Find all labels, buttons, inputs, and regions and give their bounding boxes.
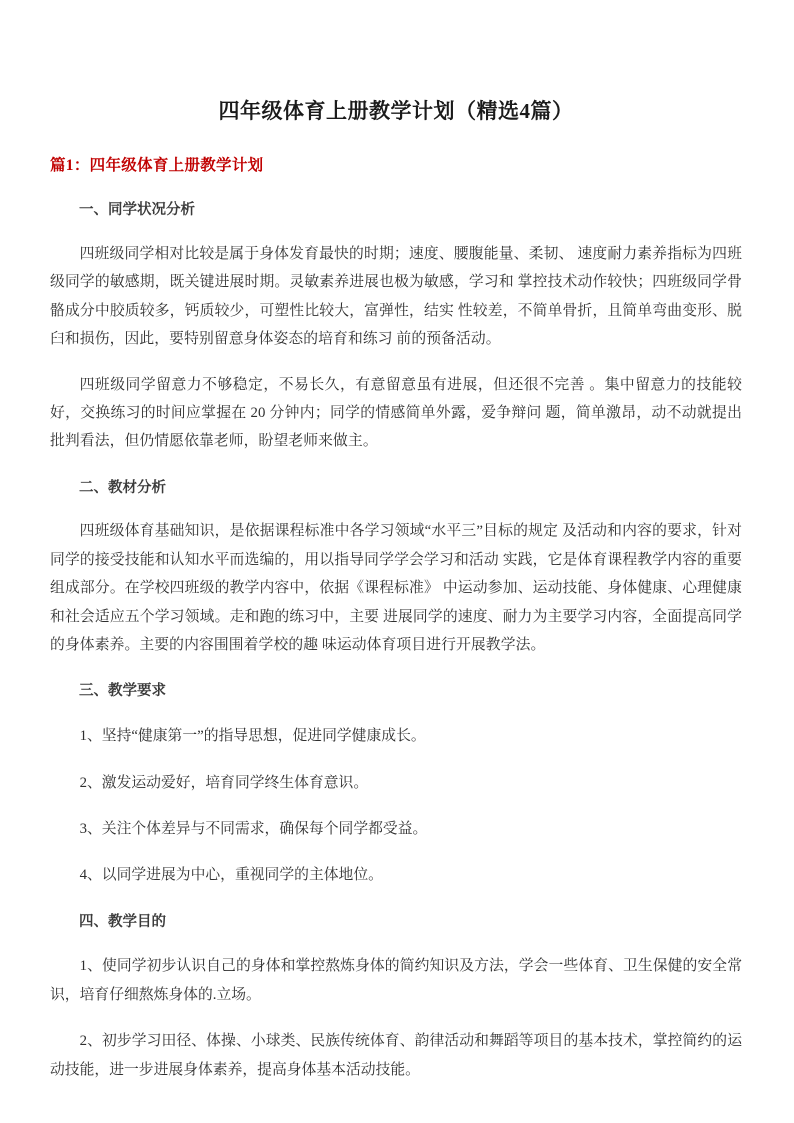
paragraph: 四班级同学相对比较是属于身体发育最快的时期；速度、腰腹能量、柔韧、 速度耐力素养指标为四班级同学的敏感期，既关键进展时期。灵敏素养进展也极为敏感，学习和 掌控技术动作较快；四班级同学骨骼成分中胶质较多，钙质较少，可塑性比较大，富弹性，结实 性较差，不简单骨折，且简单弯曲变形、脱臼和损伤，因此，要特别留意身体姿态的培育和练习 前的预备活动。	[50, 245, 742, 348]
list-item: 1、使同学初步认识自己的身体和掌控熬炼身体的简约知识及方法，学会一些体育、卫生保健的安全常识，培育仔细熬炼身体的.立场。	[50, 958, 742, 1003]
subsection-heading-2: 二、教材分析	[79, 479, 166, 496]
list-item: 1、坚持“健康第一”的指导思想，促进同学健康成长。	[79, 728, 426, 745]
paragraph: 四班级体育基础知识，是依据课程标准中各学习领域“水平三”目标的规定 及活动和内容的要求，针对同学的接受技能和认知水平而选编的，用以指导同学学会学习和活动 实践，它是体育课程教学内容的重要组成部分。在学校四班级的教学内容中，依据《课程标准》 中运动参加、运动技能、身体健康、心理健康和社会适应五个学习领域。走和跑的练习中，主要 进展同学的速度、耐力为主要学习内容，全面提高同学的身体素养。主要的内容围围着学校的趣 味运动体育项目进行开展教学法。	[50, 523, 742, 654]
list-item: 2、初步学习田径、体操、小球类、民族传统体育、韵律活动和舞蹈等项目的基本技术，掌控简约的运动技能，进一步进展身体素养，提高身体基本活动技能。	[50, 1033, 742, 1078]
article-section-heading: 篇1：四年级体育上册教学计划	[50, 156, 264, 174]
paragraph: 四班级同学留意力不够稳定，不易长久，有意留意虽有进展，但还很不完善 。集中留意力的技能较好，交换练习的时间应掌握在 20 分钟内；同学的情感简单外露，爱争辩问 题，简单激昂，动不动就提出批判看法，但仍情愿依靠老师，盼望老师来做主。	[50, 376, 742, 450]
page-title: 四年级体育上册教学计划（精选4篇）	[218, 99, 574, 123]
subsection-heading-3: 三、教学要求	[79, 683, 166, 700]
subsection-heading-1: 一、同学状况分析	[79, 202, 195, 219]
list-item: 3、关注个体差异与不同需求，确保每个同学都受益。	[79, 820, 428, 837]
subsection-heading-4: 四、教学目的	[79, 913, 166, 930]
list-item: 4、以同学进展为中心，重视同学的主体地位。	[79, 867, 383, 884]
list-item: 2、激发运动爱好，培育同学终生体育意识。	[79, 774, 369, 791]
